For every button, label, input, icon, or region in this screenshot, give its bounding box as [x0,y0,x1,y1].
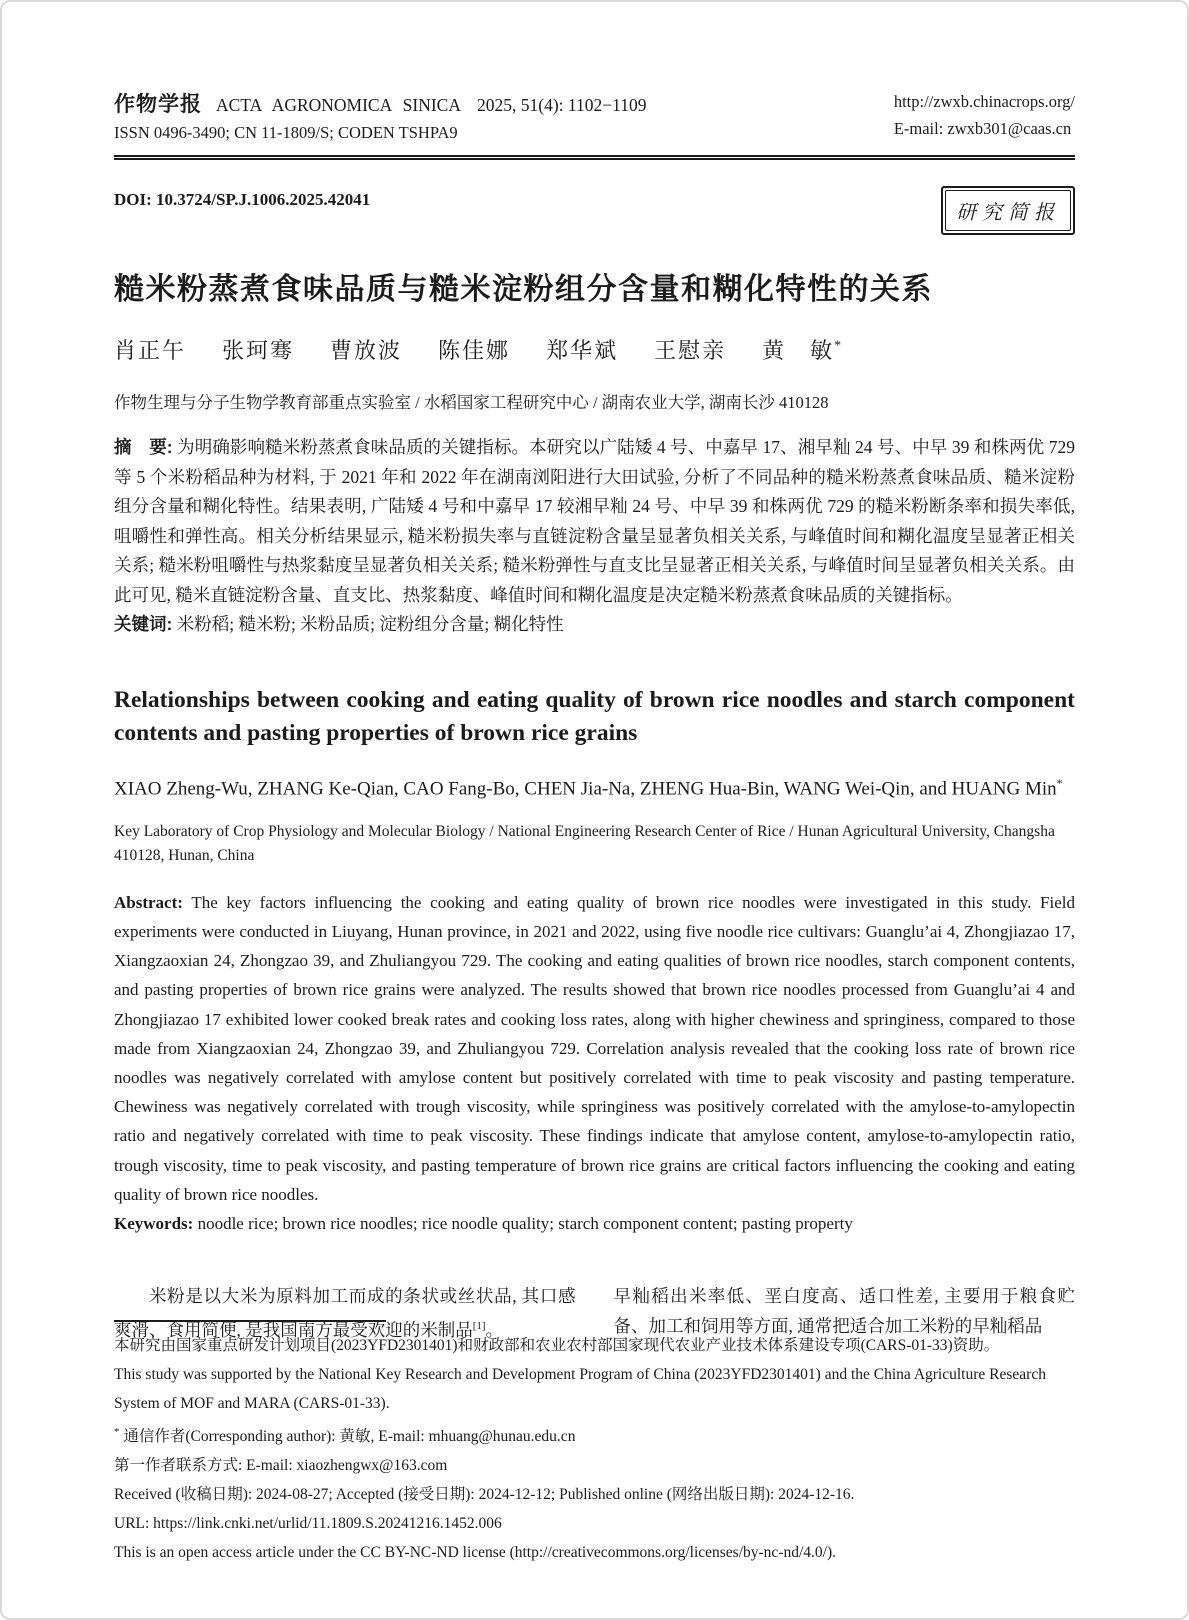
license-note: This is an open access article under the CC BY-NC-ND license (http://creativecommons.org/licenses/by-nc-nd/4.0/). [114,1543,836,1561]
author-name: 陈佳娜 [438,338,511,363]
corresponding-author-note: * 通信作者(Corresponding author): 黄敏, E-mail: mhuang@hunau.edu.cn [114,1426,576,1446]
affiliation-cn: 作物生理与分子生物学教育部重点实验室 / 水稻国家工程研究中心 / 湖南农业大学, 湖南长沙 410128 [114,393,829,412]
corresponding-note-mark: * [114,1426,120,1439]
journal-website: http://zwxb.chinacrops.org/ [893,92,1075,111]
masthead-divider [114,155,1075,160]
article-category-badge-label: 研究简报 [945,190,1071,231]
affiliation-en: Key Laboratory of Crop Physiology and Molecular Biology / National Engineering Research Center of Rice / Hunan Agricultural University, Changsha 410128, Hunan, China [114,822,1055,864]
journal-masthead [114,88,1075,143]
abstract-text-en: The key factors influencing the cooking and eating quality of brown rice noodles were investigated in this study. Field experiments were conducted in Liuyang, Hunan province, in 2021 and 2022, using five noodle rice cultivars: Guanglu’ai 4, Zhongjiazao 17, Xiangzaoxian 24, Zhongzao 39, and Zhuliangyou 729. The cooking and eating qualities of brown rice noodles, starch component contents, and pasting properties of brown rice grains were analyzed. The results showed that brown rice noodles processed from Guanglu’ai 4 and Zhongjiazao 17 exhibited lower cooked break rates and cooking loss rates, along with higher chewiness and springiness, compared to those made from Xiangzaoxian 24, Zhongzao 39, and Zhuliangyou 729. Correlation analysis revealed that the cooking loss rate of brown rice noodles was negatively correlated with amylose content but positively correlated with time to peak viscosity and pasting temperature. Chewiness was negatively correlated with trough viscosity, while springiness was positively correlated with the amylose-to-amylopectin ratio and negatively correlated with time to peak viscosity. These findings indicate that amylose content, amylose-to-amylopectin ratio, trough viscosity, time to peak viscosity, and pasting temperature of brown rice grains are critical factors influencing the cooking and eating quality of brown rice noodles. [114,892,1075,1204]
corresponding-author-mark: * [834,338,844,354]
footnote-text [114,1332,1077,1568]
citation-mark: [1] [472,1319,486,1332]
authors-cn [114,334,1075,365]
abstract-text-cn: 为明确影响糙米粉蒸煮食味品质的关键指标。本研究以广陆矮 4 号、中嘉早 17、湘早籼 24 号、中早 39 和株两优 729 等 5 个米粉稻品种为材料, 于 2021 年和 2022 年在湖南浏阳进行大田试验, 分析了不同品种的糙米粉蒸煮食味品质、糙米淀粉组分含量和糊化特性。结果表明, 广陆矮 4 号和中嘉早 17 较湘早籼 24 号、中早 39 和株两优 729 的糙米粉断条率和损失率低, 咀嚼性和弹性高。相关分析结果显示, 糙米粉损失率与直链淀粉含量呈显著负相关关系, 与峰值时间和糊化温度呈显著正相关关系; 糙米粉咀嚼性与热浆黏度呈显著负相关关系; 糙米粉弹性与直支比呈显著正相关关系, 与峰值时间呈显著负相关关系。由此可见, 糙米直链淀粉含量、直支比、热浆黏度、峰值时间和糊化温度是决定糙米粉蒸煮食味品质的关键指标。 [114,437,1076,605]
journal-issue-info: 2025, 51(4): 1102−1109 [477,95,647,115]
corresponding-author-mark-en: * [1056,775,1063,790]
masthead-right [894,88,1075,142]
body-paragraph: 米粉是以大米为原料加工而成的条状或丝状品, 其口感爽滑、食用简便, 是我国南方最受欢迎的米制品[1]。 [114,1286,576,1340]
article-category-badge [941,186,1075,235]
keywords-text-en: noodle rice; brown rice noodles; rice noodle quality; starch component content; pasting property [197,1214,853,1234]
author-name: 张珂骞 [222,338,295,363]
body-paragraph: 早籼稻出米率低、垩白度高、适口性差, 主要用于粮食贮备、加工和饲用等方面, 通常把适合加工米粉的早籼稻品 [613,1286,1075,1336]
footnote-block [114,1320,1077,1568]
journal-email: E-mail: zwxb301@caas.cn [893,119,1072,138]
journal-name-cn: 作物学报 [114,93,202,116]
journal-issn-line: ISSN 0496-3490; CN 11-1809/S; CODEN TSHPA9 [114,123,458,142]
keywords-label-cn: 关键词: [114,614,173,634]
authors-en: XIAO Zheng-Wu, ZHANG Ke-Qian, CAO Fang-Bo, CHEN Jia-Na, ZHENG Hua-Bin, WANG Wei-Qin, and HUANG Min* [114,775,1063,799]
journal-name-en: ACTA AGRONOMICA SINICA [216,95,461,115]
keywords-cn [114,610,1075,640]
keywords-en [114,1209,1075,1238]
doi-row [114,186,1075,242]
author-name: 王慰亲 [654,338,727,363]
abstract-label-cn: 摘 要: [114,437,173,457]
abstract-label-en: Abstract: [114,892,183,912]
doi-text: DOI: 10.3724/SP.J.1006.2025.42041 [114,190,371,209]
footnote-divider [114,1320,386,1322]
abstract-en [114,888,1075,1209]
article-title-cn: 糙米粉蒸煮食味品质与糙米淀粉组分含量和糊化特性的关系 [114,273,933,306]
keywords-text-cn: 米粉稻; 糙米粉; 米粉品质; 淀粉组分含量; 糊化特性 [176,614,564,634]
dates-note: Received (收稿日期): 2024-08-27; Accepted (接受日期): 2024-12-12; Published online (网络出版日期): 2024-12-16. [114,1486,855,1504]
corresponding-author-name: 黄 敏* [762,338,844,363]
author-name: 曹放波 [330,338,403,363]
keywords-label-en: Keywords: [114,1214,194,1234]
funding-note-en: This study was supported by the National Key Research and Development Program of China (2023YFD2301401) and the China Agriculture Research System of MOF and MARA (CARS-01-33). [114,1365,1046,1412]
masthead-left [114,88,646,143]
article-title-en: Relationships between cooking and eating quality of brown rice noodles and starch component contents and pasting properties of brown rice grains [114,686,1075,746]
first-author-note: 第一作者联系方式: E-mail: xiaozhengwx@163.com [114,1457,448,1475]
author-name: 郑华斌 [546,338,619,363]
funding-note-cn: 本研究由国家重点研发计划项目(2023YFD2301401)和财政部和农业农村部国家现代农业产业技术体系建设专项(CARS-01-33)资助。 [114,1337,1000,1354]
author-name: 肖正午 [114,338,187,363]
url-note: URL: https://link.cnki.net/urlid/11.1809.S.20241216.1452.006 [114,1514,502,1532]
abstract-cn [114,433,1075,610]
